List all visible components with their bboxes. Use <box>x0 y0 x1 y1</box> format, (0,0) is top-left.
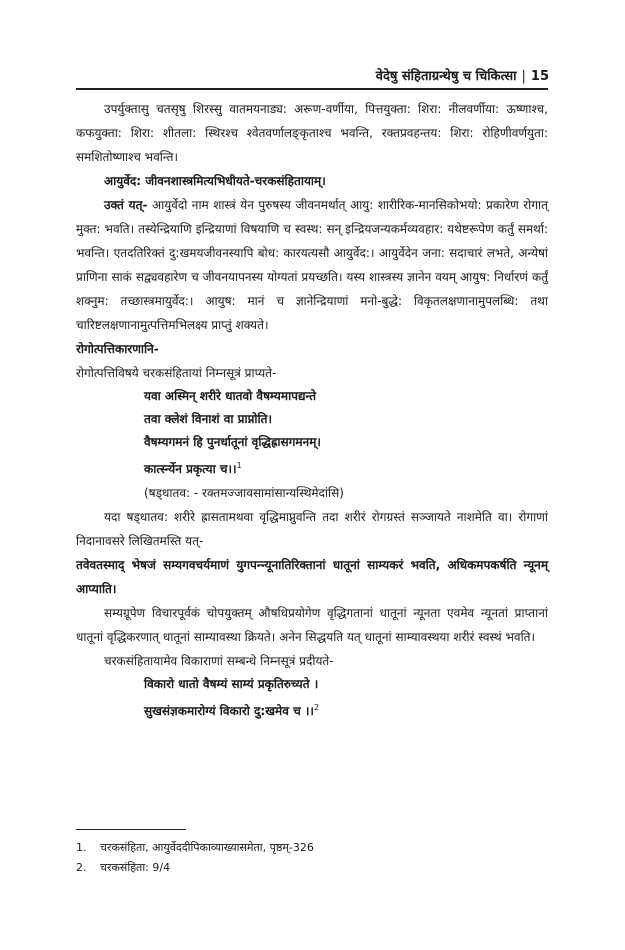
footnote-rule <box>76 829 186 830</box>
header-rule <box>76 88 548 90</box>
footnote-item <box>76 858 548 878</box>
footnote-item <box>76 838 548 858</box>
footnotes <box>76 838 548 878</box>
paragraph-body: आयुर्वेदो नाम शास्त्रं येन पुरुषस्य जीवनमर्थात् आयु: शारीरिक-मानसिकोभयो: प्रकारेण रोगात् मुक्त: भवति। तस्येन्द्रियाणि इन्द्रियाणां विषयाणि च स्वस्थ: सन् इन्द्रियजन्यकर्मव्यवहार: यथेष्टरूपेण कर्तुं समर्था: भवन्ति। एतदतिरिक्तं दु:खमयजीवनस्यापि बोध: कारयत्यसौ आयुर्वेद:। आयुर्वेदेन जना: सदाचारं लभते, अन्येषां प्राणिना साकं सद्व्यवहारेण च जीवनयापनस्य योग्यतां प्रयच्छति। यस्य शास्त्रस्य ज्ञानेन वयम् आयुष: निर्धारणं कर्तुं शक्नुम: तच्छास्त्रमायुर्वेद:। आयुष: मानं च ज्ञानेन्द्रियाणां मनो-बुद्धे: विकृतलक्षणानामुपलब्धि: तथा चारिष्टलक्षणानामुत्पत्तिमभिलक्ष्य प्राप्तुं शक्यते। <box>76 198 548 332</box>
footnote-number: 2. <box>76 861 87 874</box>
footnote-ref-1: 1 <box>236 461 242 470</box>
quote-block: तवेवतस्माद् भेषजं सम्यगवचर्यमाणं युगपन्न्यूनातिरिक्तानां धातूनां साम्यकरं भवति, अधिकमपकर्षति न्यूनम् आप्याति। <box>76 558 548 596</box>
verse-block-1 <box>76 385 548 481</box>
header-title: वेदेषु संहिताग्रन्थेषु च चिकित्सा <box>375 69 517 84</box>
footnote-text: चरकसंहिता, आयुर्वेददीपिकाव्याख्यासमेता, पृष्ठम्-326 <box>100 841 314 854</box>
paragraph-vikara-intro: चरकसंहितायामेव विकाराणां सम्बन्धे निम्नसूत्रं प्रदीयते- <box>104 654 334 668</box>
verse-line: तवा क्लेशं विनाशं वा प्राप्नोति। <box>144 412 273 426</box>
verse-line-text: सुखसंज्ञकमारोग्यं विकारो दु:खमेव च ।। <box>144 704 314 718</box>
paragraph-ayurveda <box>76 193 548 337</box>
verse-line <box>144 696 548 723</box>
verse-line-text: कार्त्स्न्येन प्रकृत्या च।। <box>144 462 237 476</box>
header-separator: | <box>521 69 526 84</box>
page-number: 15 <box>530 69 549 84</box>
footnote-text: चरकसंहिता: 9/4 <box>100 861 171 874</box>
verse-block-2 <box>76 673 548 723</box>
section-title-disease-causes: रोगोत्पत्तिकारणानि- <box>76 342 159 356</box>
dhatu-note: (षड्धातव: - रक्तमज्जावसामांसान्यस्थिमेदांसि) <box>144 486 344 500</box>
section-intro: रोगोत्पत्तिविषये चरकसंहितायां निम्नसूत्रं प्राप्यते- <box>76 366 277 380</box>
running-header <box>376 66 549 84</box>
paragraph-veins: उपर्युक्तासु चतसृषु शिरस्सु वातमयनाड्य: अरूण-वर्णीया, पित्तयुक्ता: शिरा: नीलवर्णीया: ऊष्णाश्च, कफयुक्ता: शिरा: शीतला: स्थिरश्च श्वेतवर्णालङ्कृताश्च भवन्ति, रक्तप्रवहन्तय: शिरा: रोहिणीवर्णयुता: समशितोष्णाश्च भवन्ति। <box>76 102 548 164</box>
verse-line: विकारो धातो वैषम्यं साम्यं प्रकृतिरुच्यते । <box>144 677 319 691</box>
footnote-number: 1. <box>76 841 87 854</box>
verse-line: यवा अस्मिन् शरीरे धातवो वैषम्यमापद्यन्ते <box>144 389 317 403</box>
paragraph-lead: उक्तं यत्- <box>104 198 148 212</box>
paragraph-balance: सम्यग्रूपेण विचारपूर्वकं चोपयुक्तम् औषधिप्रयोगेण वृद्धिगतानां धातूनां न्यूनता एवमेव न्यूनतां प्राप्तानां धातूनां वृद्धिकरणात् धातूनां साम्यावस्था क्रियते। अनेन सिद्धयति यत् धातूनां साम्यावस्थया शरीरं स्वस्थं भवति। <box>76 606 548 644</box>
footnote-ref-2: 2 <box>313 703 320 712</box>
page-body <box>76 97 548 723</box>
paragraph-dhatu: यदा षड्धातव: शरीरे ह्रासतामथवा वृद्धिमाप्नुवन्ति तदा शरीरं रोगग्रस्तं सञ्जायते नाशमेति वा। रोगाणां निदानावसरे लिखितमस्ति यत्- <box>76 510 548 548</box>
verse-line <box>144 454 548 481</box>
verse-line: वैषम्यगमनं हि पुनर्धातूनां वृद्धिह्रासगमनम्। <box>144 435 321 449</box>
section-heading-ayurveda: आयुर्वेद: जीवनशास्त्रमित्यभिधीयते-चरकसंहितायाम्। <box>104 174 326 188</box>
